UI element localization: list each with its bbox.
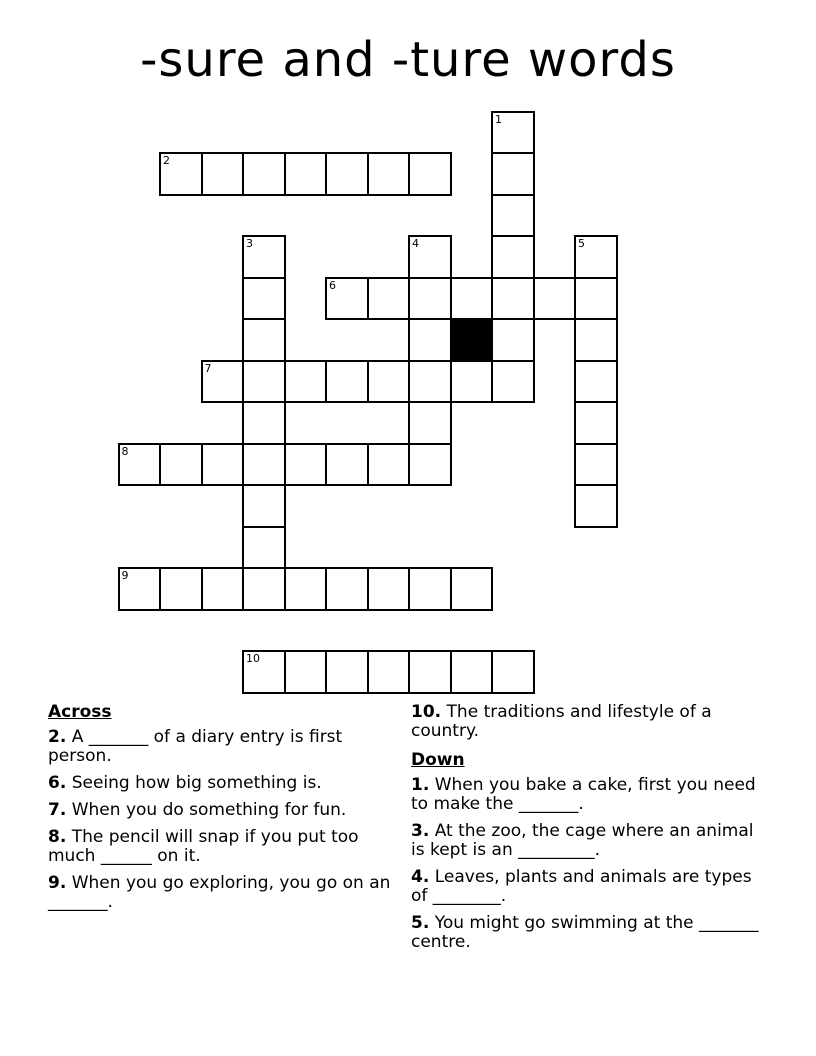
grid-cell[interactable] [242,277,286,321]
grid-cell[interactable] [242,360,286,404]
clue-down-3: 3. At the zoo, the cage where an animal is kept is an _________. [411,821,754,860]
clue-number: 9 [121,569,129,582]
across-heading: Across [48,702,112,722]
grid-cell[interactable] [325,567,369,611]
black-square [450,318,494,362]
grid-cell[interactable] [491,360,535,404]
grid-cell[interactable] [242,567,286,611]
grid-cell[interactable] [574,318,618,362]
clue-across-2: 2. A _______ of a diary entry is first person. [48,727,343,766]
clues-right-column [411,703,766,960]
clue-number: 3 [246,237,253,250]
grid-cell[interactable] [491,318,535,362]
puzzle-title: -sure and -ture words [140,32,676,88]
clue-number: 8 [121,444,129,458]
grid-cell[interactable] [201,567,245,611]
grid-cell[interactable] [284,152,328,196]
grid-cell[interactable] [118,567,162,611]
grid-cell[interactable] [491,277,535,321]
clue-down-1: 1. When you bake a cake, first you need to make the _______. [411,775,756,814]
grid-cell[interactable] [408,318,452,362]
grid-cell[interactable] [159,567,203,611]
grid-cell[interactable] [325,443,369,487]
grid-cell[interactable] [242,152,286,196]
clue-number: 2 [163,154,170,167]
grid-cell[interactable] [159,443,203,487]
grid-cell[interactable] [574,277,618,321]
down-heading: Down [411,750,465,770]
grid-cell[interactable] [408,235,452,279]
clue-across-8: 8. The pencil will snap if you put too much ______ on it. [48,827,359,866]
grid-cell[interactable] [450,650,494,694]
grid-cell[interactable] [367,152,411,196]
grid-cell[interactable] [367,567,411,611]
grid-cell[interactable] [367,443,411,487]
grid-cell[interactable] [574,235,618,279]
grid-cell[interactable] [284,650,328,694]
grid-cell[interactable] [574,484,618,528]
grid-cell[interactable] [450,277,494,321]
grid-cell[interactable] [242,235,286,279]
grid-cell[interactable] [325,360,369,404]
grid-cell[interactable] [242,484,286,528]
grid-cell[interactable] [325,650,369,694]
clue-down-4: 4. Leaves, plants and animals are types of ________. [411,867,752,906]
grid-cell[interactable] [491,111,535,155]
grid-cell[interactable] [201,152,245,196]
grid-cell[interactable] [533,277,577,321]
grid-cell[interactable] [367,277,411,321]
clue-number: 6 [329,278,336,292]
grid-cell[interactable] [408,443,452,487]
grid-cell[interactable] [159,152,203,196]
grid-cell[interactable] [408,567,452,611]
grid-cell[interactable] [450,567,494,611]
clue-across-7: 7. When you do something for fun. [48,800,347,820]
clue-number: 7 [204,361,212,375]
grid-cell[interactable] [408,650,452,694]
grid-cell[interactable] [491,650,535,694]
grid-cell[interactable] [118,443,162,487]
clue-number: 5 [578,237,585,250]
clue-number: 4 [412,237,419,250]
grid-cell[interactable] [284,360,328,404]
grid-cell[interactable] [242,318,286,362]
grid-cell[interactable] [491,152,535,196]
grid-cell[interactable] [408,277,452,321]
grid-cell[interactable] [574,401,618,445]
grid-cell[interactable] [242,443,286,487]
grid-cell[interactable] [242,401,286,445]
grid-cell[interactable] [450,360,494,404]
grid-cell[interactable] [201,360,245,404]
clue-number: 1 [495,112,502,126]
clue-down-5: 5. You might go swimming at the _______ centre. [411,913,759,952]
clue-across-9: 9. When you go exploring, you go on an _______. [48,873,391,912]
grid-cell[interactable] [574,443,618,487]
grid-cell[interactable] [284,443,328,487]
grid-cell[interactable] [325,277,369,321]
clues-left-column [48,703,393,920]
grid-cell[interactable] [242,526,286,570]
grid-cell[interactable] [408,360,452,404]
grid-cell[interactable] [367,650,411,694]
grid-cell[interactable] [201,443,245,487]
clue-number: 10 [246,652,260,665]
grid-cell[interactable] [408,401,452,445]
grid-cell[interactable] [574,360,618,404]
grid-cell[interactable] [408,152,452,196]
grid-cell[interactable] [491,194,535,238]
grid-cell[interactable] [284,567,328,611]
clue-across-6: 6. Seeing how big something is. [48,773,322,793]
grid-cell[interactable] [242,650,286,694]
grid-cell[interactable] [367,360,411,404]
grid-cell[interactable] [325,152,369,196]
clue-across-10: 10. The traditions and lifestyle of a country. [411,702,712,741]
grid-cell[interactable] [491,235,535,279]
